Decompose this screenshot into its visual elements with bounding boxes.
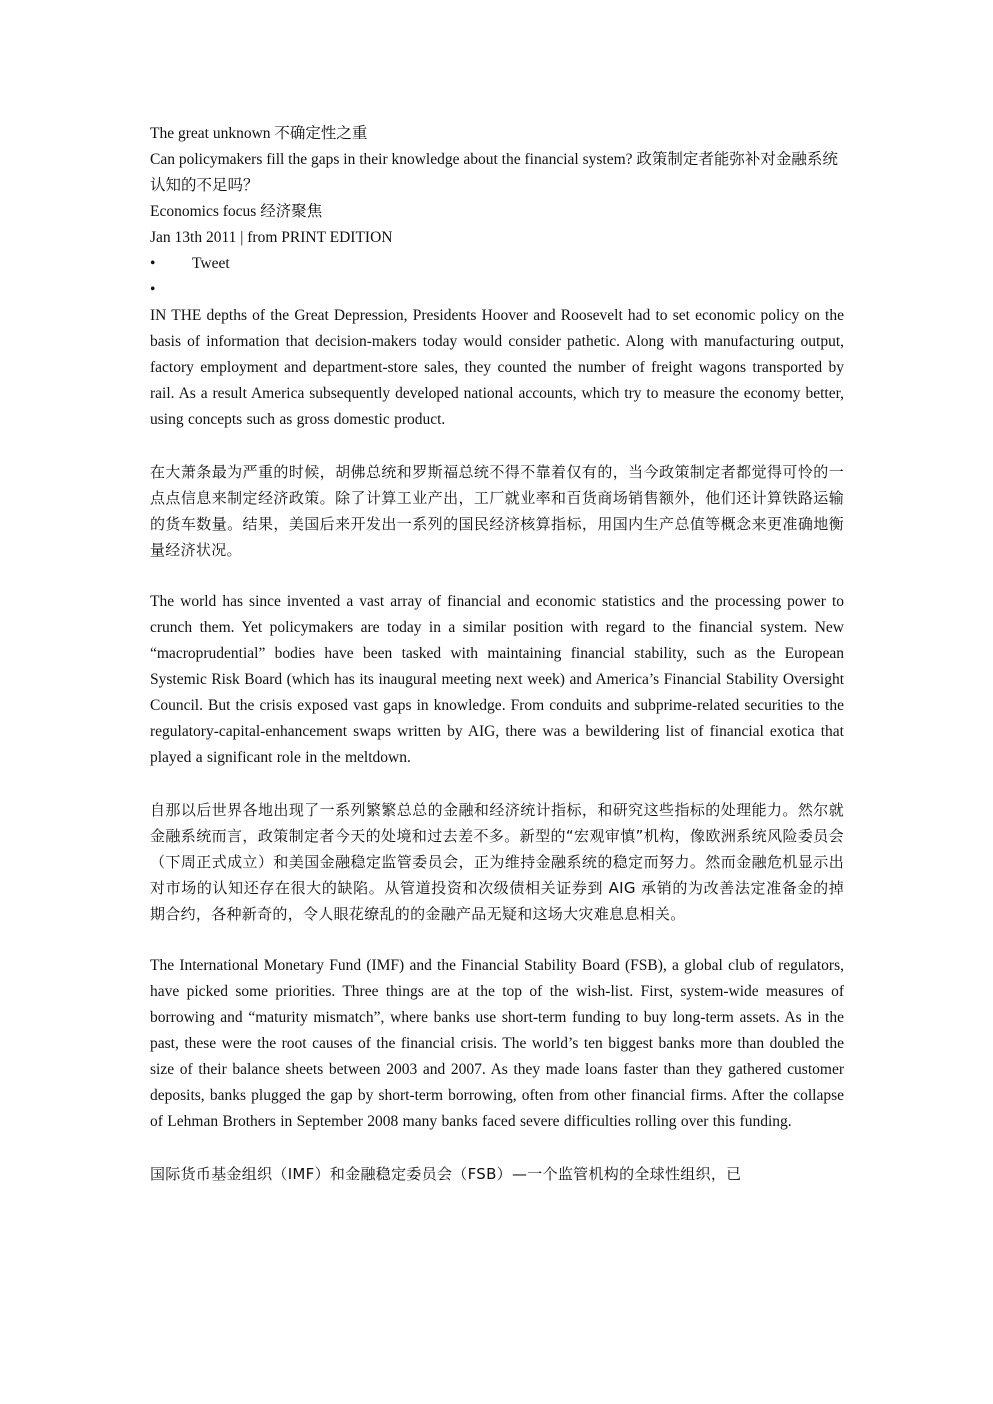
bullet-glyph: •	[150, 255, 156, 272]
paragraph-en-3: The International Monetary Fund (IMF) and the Financial Stability Board (FSB), a global club of regulators, have picked some priorities. Three things are at the top of the wish-list. First, system-wide measures of borrowing and “maturity mismatch”, where banks use short-term funding to buy long-term assets. As in the past, these were the root causes of the financial crisis. The world’s ten biggest banks more than doubled the size of their balance sheets between 2003 and 2007. As they made loans faster than they gathered customer deposits, banks plugged the gap by short-term borrowing, often from other financial firms. After the collapse of Lehman Brothers in September 2008 many banks faced severe difficulties rolling over this funding.	[150, 957, 844, 1130]
tweet-link[interactable]: Tweet	[192, 255, 230, 272]
list-item	[150, 251, 844, 277]
paragraph-en-1: IN THE depths of the Great Depression, Presidents Hoover and Roosevelt had to set economic policy on the basis of information that decision-makers today would consider pathetic. Along with manufacturing output, factory employment and department-store sales, they counted the number of freight wagons transported by rail. As a result America subsequently developed national accounts, which try to measure the economy better, using concepts such as gross domestic product.	[150, 307, 844, 428]
paragraph-zh-2: 自那以后世界各地出现了一系列繁繁总总的金融和经济统计指标，和研究这些指标的处理能力。然尔就金融系统而言，政策制定者今天的处境和过去差不多。新型的“宏观审慎”机构，像欧洲系统风险委员会（下周正式成立）和美国金融稳定监管委员会，正为维持金融系统的稳定而努力。然而金融危机显示出对市场的认知还存在很大的缺陷。从管道投资和次级债相关证券到 AIG 承销的为改善法定准备金的掉期合约，各种新奇的，令人眼花缭乱的的金融产品无疑和这场大灾难息息相关。	[150, 801, 844, 923]
paragraph-en-2: The world has since invented a vast array of financial and economic statistics and the processing power to crunch them. Yet policymakers are today in a similar position with regard to the financial system. New “macroprudential” bodies have been tasked with maintaining financial stability, such as the European Systemic Risk Board (which has its inaugural meeting next week) and America’s Financial Stability Oversight Council. But the crisis exposed vast gaps in knowledge. From conduits and subprime-related securities to the regulatory-capital-enhancement swaps written by AIG, there was a bewildering list of financial exotica that played a significant role in the meltdown.	[150, 593, 844, 766]
document-page	[150, 121, 844, 1187]
dateline: Jan 13th 2011 | from PRINT EDITION	[150, 229, 393, 246]
article-subtitle: Can policymakers fill the gaps in their knowledge about the financial system? 政策制定者能弥补对金融系统认知的不足吗？	[150, 151, 838, 194]
paragraph-zh-1: 在大萧条最为严重的时候，胡佛总统和罗斯福总统不得不靠着仅有的，当今政策制定者都觉得可怜的一点点信息来制定经济政策。除了计算工业产出，工厂就业率和百货商场销售额外，他们还计算铁路运输的货车数量。结果，美国后来开发出一系列的国民经济核算指标，用国内生产总值等概念来更准确地衡量经济状况。	[150, 463, 844, 559]
paragraph-zh-3: 国际货币基金组织（IMF）和金融稳定委员会（FSB）—一个监管机构的全球性组织，已	[150, 1165, 742, 1183]
list-item	[150, 277, 844, 303]
article-title: The great unknown 不确定性之重	[150, 125, 368, 142]
bullet-glyph: •	[150, 281, 156, 298]
section-label: Economics focus 经济聚焦	[150, 203, 323, 220]
